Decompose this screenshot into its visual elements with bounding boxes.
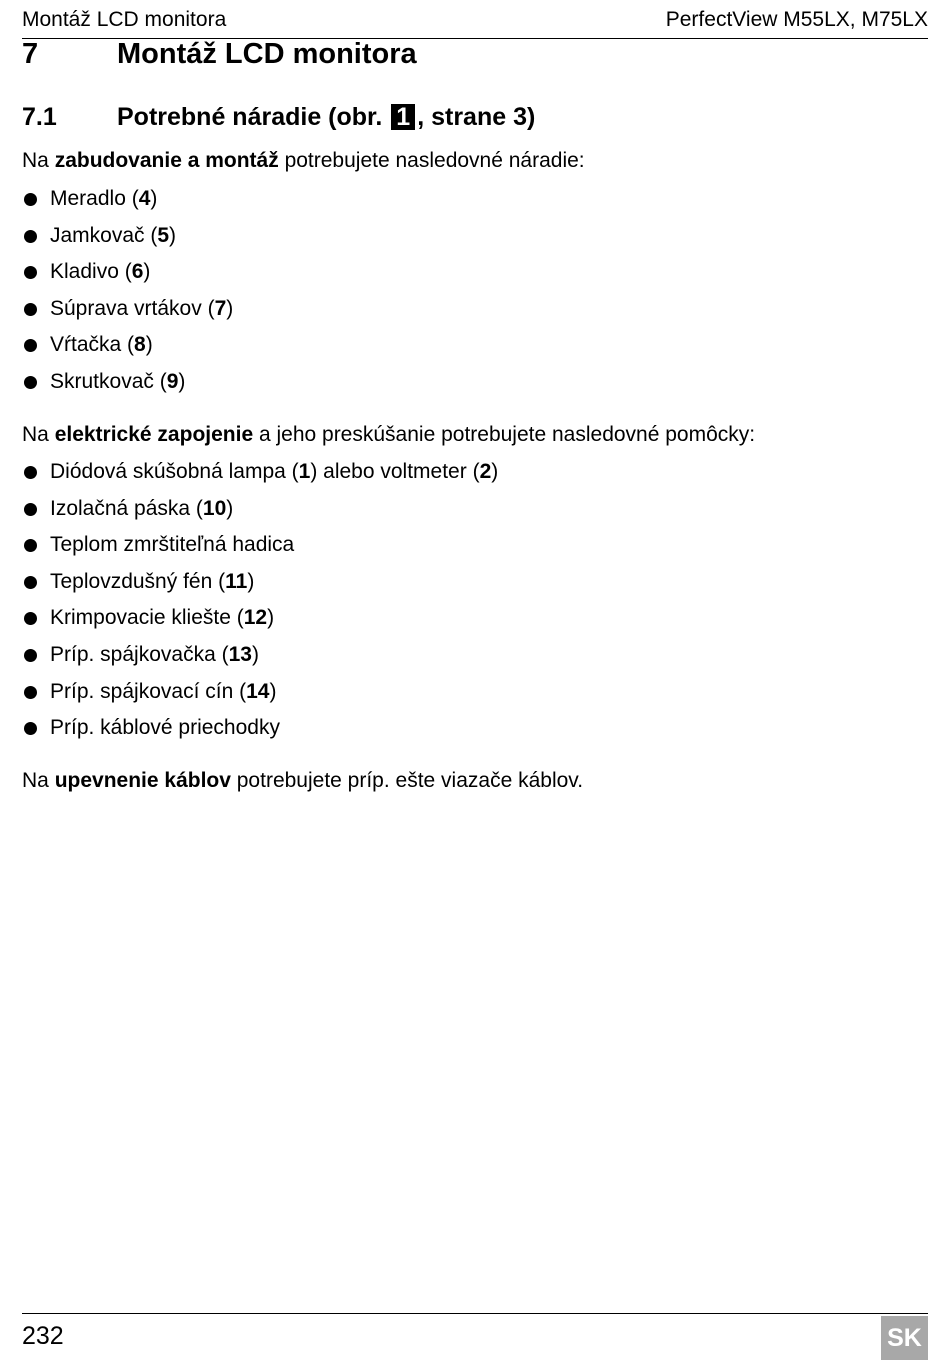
electrical-item-text: Teplovzdušný fén (11) xyxy=(50,569,255,593)
bullet-icon xyxy=(24,539,37,552)
electrical-item-text: Príp. káblové priechodky xyxy=(50,716,280,740)
bullet-icon xyxy=(24,339,37,352)
bullet-icon xyxy=(24,649,37,662)
electrical-intro-bold: elektrické zapojenie xyxy=(54,423,254,446)
page-number: 232 xyxy=(22,1322,64,1350)
electrical-item-text: Krimpovacie kliešte (12) xyxy=(50,606,275,630)
tool-item-text: Jamkovač (5) xyxy=(50,223,177,247)
bullet-icon xyxy=(24,612,37,625)
tools-intro-pre: Na xyxy=(22,149,55,172)
chapter-title: Montáž LCD monitora xyxy=(117,38,417,70)
electrical-intro-pre: Na xyxy=(22,423,55,446)
electrical-item-text: Izolačná páska (10) xyxy=(50,496,234,520)
bullet-icon xyxy=(24,266,37,279)
bullet-icon xyxy=(24,303,37,316)
tools-intro-post: potrebujete nasledovné náradie: xyxy=(278,149,585,172)
tools-intro-paragraph xyxy=(22,149,585,173)
bullet-icon xyxy=(24,576,37,589)
bullet-icon xyxy=(24,376,37,389)
tool-item-text: Vŕtačka (8) xyxy=(50,333,153,357)
bullet-icon xyxy=(24,466,37,479)
tool-item-text: Kladivo (6) xyxy=(50,260,151,284)
chapter-number: 7 xyxy=(22,38,39,70)
page-header xyxy=(22,4,928,39)
electrical-intro-paragraph xyxy=(22,423,755,447)
bullet-icon xyxy=(24,686,37,699)
figure-reference-badge: 1 xyxy=(391,104,415,130)
tool-item-text: Meradlo (4) xyxy=(50,187,158,210)
cables-bold: upevnenie káblov xyxy=(54,769,231,792)
cables-post: potrebujete príp. ešte viazače káblov. xyxy=(230,769,584,792)
section-title-before: Potrebné náradie (obr. xyxy=(117,103,383,131)
bullet-icon xyxy=(24,230,37,243)
electrical-item-text: Príp. spájkovačka (13) xyxy=(50,642,259,666)
cables-paragraph xyxy=(22,769,583,793)
tool-item-text: Skrutkovač (9) xyxy=(50,369,186,393)
tool-item-text: Súprava vrtákov (7) xyxy=(50,296,234,320)
section-title xyxy=(117,103,535,132)
bullet-icon xyxy=(24,193,37,206)
electrical-item-text: Diódová skúšobná lampa (1) alebo voltmeter (2) xyxy=(50,460,499,483)
section-number: 7.1 xyxy=(22,103,57,131)
cables-pre: Na xyxy=(22,769,55,792)
section-title-after: , strane 3) xyxy=(417,103,536,131)
language-badge: SK xyxy=(881,1316,928,1360)
header-section-title: Montáž LCD monitora xyxy=(22,8,227,31)
electrical-item-text: Teplom zmrštiteľná hadica xyxy=(50,533,295,557)
electrical-intro-post: a jeho preskúšanie potrebujete nasledovné pomôcky: xyxy=(253,423,756,446)
electrical-item-text: Príp. spájkovací cín (14) xyxy=(50,679,277,703)
tools-intro-bold: zabudovanie a montáž xyxy=(54,149,279,172)
footer-divider xyxy=(22,1313,928,1314)
bullet-icon xyxy=(24,722,37,735)
header-product-name: PerfectView M55LX, M75LX xyxy=(665,8,928,31)
bullet-icon xyxy=(24,503,37,516)
